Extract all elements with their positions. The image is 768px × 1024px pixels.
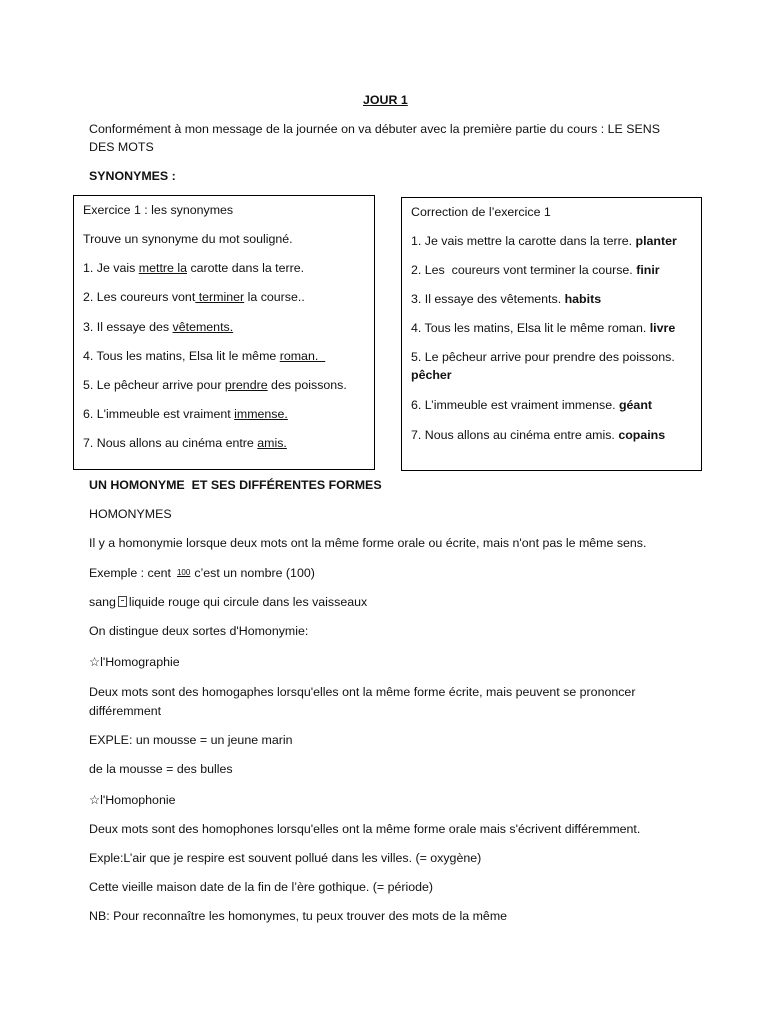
section-title: l'Homographie (100, 655, 180, 669)
correction-title: Correction de l’exercice 1 (411, 205, 551, 219)
correction-item-1 (411, 233, 677, 249)
exple-air: Exple:L’air que je respire est souvent pollué dans les villes. (= oxygène) (89, 851, 482, 865)
correction-item-2 (411, 262, 660, 278)
correction-item-5 (411, 349, 675, 365)
correction-item-3 (411, 291, 601, 307)
item-text: 3. Il essaye des (83, 320, 173, 334)
underlined-word: vêtements. (172, 320, 234, 334)
exercise-item-1 (83, 260, 304, 276)
homophonie-def: Deux mots sont des homophones lorsqu'elles ont la même forme orale mais s'écrivent différemment. (89, 822, 641, 836)
missing-glyph-box-icon (118, 596, 127, 607)
item-text: 7. Nous allons au cinéma entre (83, 436, 258, 450)
item-text: 6. L’immeuble est vraiment immense. (411, 398, 619, 412)
example-text: c’est un nombre (100) (194, 566, 315, 580)
item-text: des poissons. (267, 378, 347, 392)
homonymie-definition: Il y a homonymie lorsque deux mots ont la même forme orale ou écrite, mais n'ont pas le même sens. (89, 536, 647, 550)
exercise-instruction: Trouve un synonyme du mot souligné. (83, 232, 293, 246)
item-text: la course.. (244, 290, 305, 304)
item-text: 4. Tous les matins, Elsa lit le même roman. (411, 321, 650, 335)
page-title: JOUR 1 (363, 93, 408, 107)
item-text: 5. Le pêcheur arrive pour (83, 378, 225, 392)
exercise-item-2 (83, 289, 305, 305)
item-text: 6. L'immeuble est vraiment (83, 407, 235, 421)
exercise-item-3 (83, 319, 233, 335)
star-outline-icon: ☆ (89, 793, 101, 807)
nb-note: NB: Pour reconnaître les homonymes, tu peux trouver des mots de la même (89, 909, 508, 923)
answer-word: géant (618, 398, 653, 412)
underlined-word: terminer (195, 290, 245, 304)
example-text: Exemple : cent (89, 566, 171, 580)
exercise-item-4 (83, 348, 325, 364)
item-text: 1. Je vais (83, 261, 139, 275)
underlined-word: roman. (279, 349, 326, 363)
item-text: carotte dans la terre. (187, 261, 305, 275)
correction-item-6 (411, 397, 652, 413)
correction-item-5-answer: pêcher (411, 368, 452, 382)
item-text: 2. Les coureurs vont (83, 290, 196, 304)
homonymes-subheading: HOMONYMES (89, 507, 172, 521)
homophonie-title (89, 792, 176, 808)
item-text: 2. Les coureurs vont terminer la course. (411, 263, 637, 277)
synonymes-heading: SYNONYMES : (89, 169, 176, 183)
exercise-item-6 (83, 406, 288, 422)
exple-mousse-1: EXPLE: un mousse = un jeune marin (89, 733, 293, 747)
exple-ere: Cette vieille maison date de la fin de l’ère gothique. (= période) (89, 880, 434, 894)
correction-item-4 (411, 320, 675, 336)
answer-word: planter (635, 234, 677, 248)
exercise-title: Exercice 1 : les synonymes (83, 203, 234, 217)
exple-mousse-2: de la mousse = des bulles (89, 762, 233, 776)
example-text: liquide rouge qui circule dans les vaisseaux (128, 595, 368, 609)
distinction-line: On distingue deux sortes d'Homonymie: (89, 624, 309, 638)
item-text: 4. Tous les matins, Elsa lit le même (83, 349, 280, 363)
exercise-item-7 (83, 435, 287, 451)
answer-word: finir (636, 263, 660, 277)
star-outline-icon: ☆ (89, 655, 101, 669)
item-text: 3. Il essaye des vêtements. (411, 292, 565, 306)
example-sang (89, 594, 367, 610)
intro-line-1: Conformément à mon message de la journée on va débuter avec la première partie du cours : LE SENS (89, 122, 660, 136)
homographie-def-1: Deux mots sont des homogaphes lorsqu'elles ont la même forme écrite, mais peuvent se prononcer (89, 685, 636, 699)
underlined-word: immense. (234, 407, 288, 421)
exercise-box (73, 195, 375, 470)
correction-box (401, 197, 702, 471)
hundred-emoji-icon: 100 (176, 568, 191, 577)
answer-word: livre (649, 321, 676, 335)
item-text: 1. Je vais mettre la carotte dans la terre. (411, 234, 636, 248)
item-text: 7. Nous allons au cinéma entre amis. (411, 428, 619, 442)
underlined-word: prendre (224, 378, 268, 392)
section-title: l'Homophonie (100, 793, 176, 807)
answer-word: habits (564, 292, 602, 306)
exercise-item-5 (83, 377, 347, 393)
underlined-word: amis. (257, 436, 287, 450)
example-text: sang (89, 595, 116, 609)
homographie-title (89, 654, 180, 670)
correction-item-7 (411, 427, 665, 443)
item-text: 5. Le pêcheur arrive pour prendre des poissons. (411, 350, 675, 364)
underlined-word: mettre la (138, 261, 187, 275)
intro-line-2: DES MOTS (89, 140, 154, 154)
answer-word: copains (618, 428, 666, 442)
homonyme-heading: UN HOMONYME ET SES DIFFÉRENTES FORMES (89, 478, 382, 492)
homographie-def-2: différemment (89, 704, 162, 718)
example-cent (89, 565, 315, 581)
